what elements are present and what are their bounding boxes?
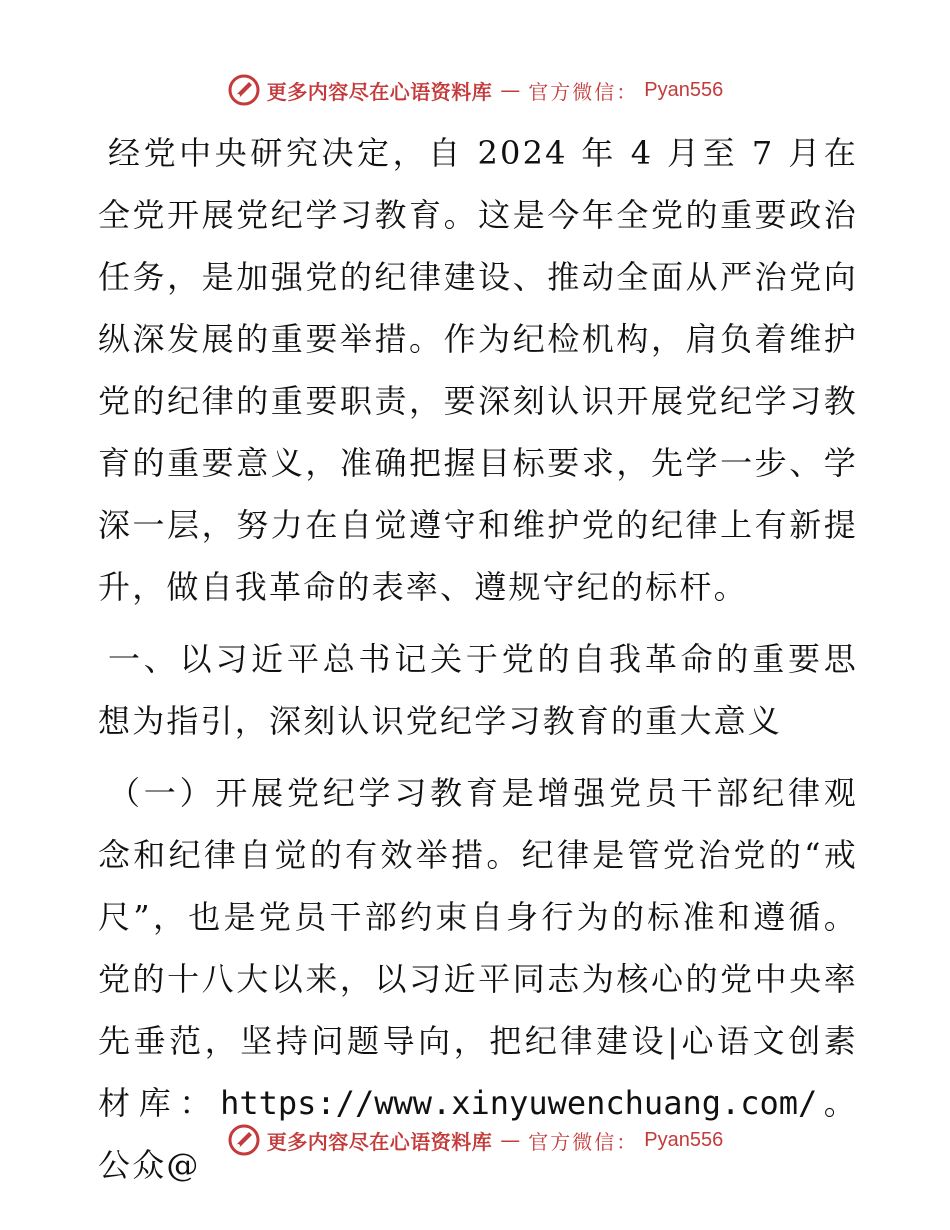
brand-logo-icon	[227, 73, 261, 107]
document-body	[98, 122, 858, 1206]
header-official-label: 官方微信：	[528, 79, 639, 104]
header-dash: —	[500, 78, 521, 102]
paragraph-intro: 经党中央研究决定，自 2024 年 4 月至 7 月在全党开展党纪学习教育。这是今年全党的重要政治任务，是加强党的纪律建设、推动全面从严治党向纵深发展的重要举措。作为纪检机构，肩负着维护党的纪律的重要职责，要深刻认识开展党纪学习教育的重要意义，准确把握目标要求，先学一步、学深一层，努力在自觉遵守和维护党的纪律上有新提升，做自我革命的表率、遵规守纪的标杆。	[98, 134, 858, 606]
footer-wechat-handle: Pyan556	[644, 1128, 724, 1151]
page-header	[0, 70, 950, 110]
header-wechat-handle: Pyan556	[644, 78, 724, 101]
header-brand-text: 更多内容尽在心语资料库	[266, 79, 493, 104]
section-heading-1: 一、以习近平总书记关于党的自我革命的重要思想为指引，深刻认识党纪学习教育的重大意义	[98, 640, 858, 740]
subsection-tail: 。公众@	[98, 1084, 859, 1184]
footer-logo-icon	[227, 1123, 261, 1157]
page-footer	[0, 1120, 950, 1160]
source-url: https://www.xinyuwenchuang.com/	[220, 1084, 818, 1122]
subsection-text: （一）开展党纪学习教育是增强党员干部纪律观念和纪律自觉的有效举措。纪律是管党治党的“戒尺”，也是党员干部约束自身行为的标准和遵循。党的十八大以来，以习近平同志为核心的党中央率先垂范，坚持问题导向，把纪律建设|心语文创素材库：	[98, 774, 858, 1122]
footer-official-label: 官方微信：	[528, 1129, 639, 1154]
footer-brand-text: 更多内容尽在心语资料库	[266, 1129, 493, 1154]
footer-dash: —	[500, 1128, 521, 1152]
